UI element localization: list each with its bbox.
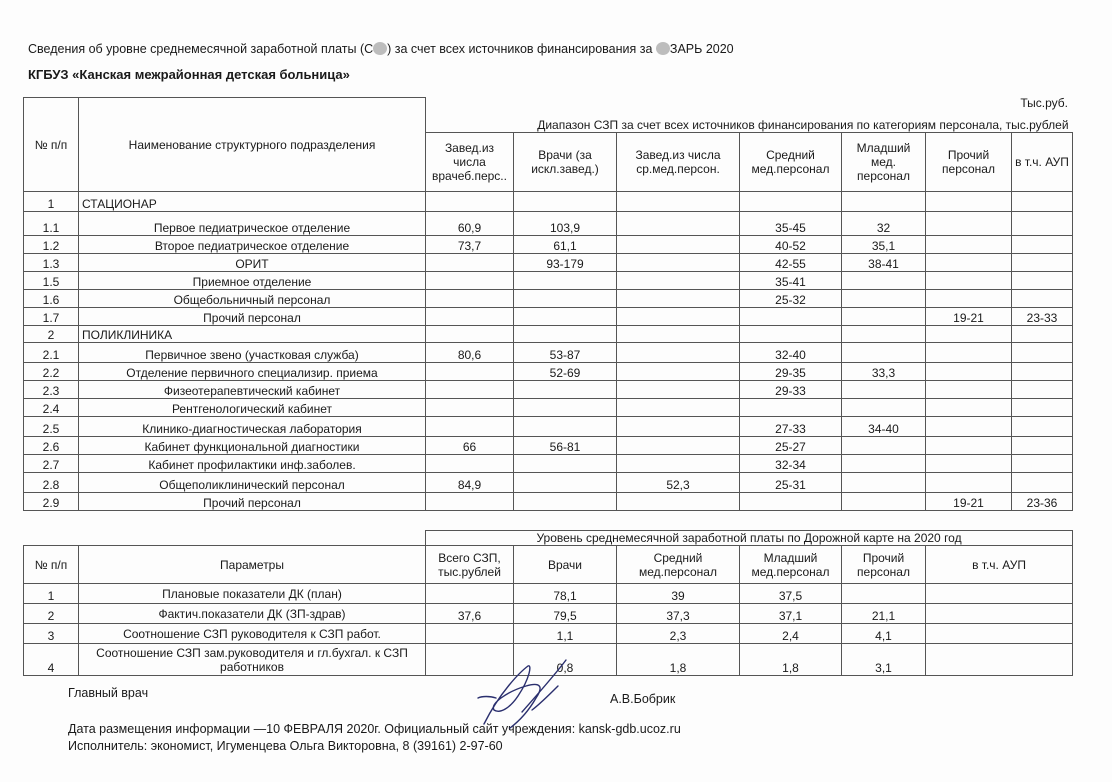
row-number: 2.1 bbox=[24, 343, 79, 363]
value-cell bbox=[1012, 192, 1073, 212]
row-number: 2.4 bbox=[24, 399, 79, 417]
value-cell bbox=[426, 290, 514, 308]
parameter-header: Младший мед.персонал bbox=[740, 546, 842, 584]
value-cell bbox=[842, 473, 926, 493]
value-cell: 37,6 bbox=[426, 604, 514, 624]
value-cell: 32 bbox=[842, 212, 926, 236]
value-cell: 25-32 bbox=[740, 290, 842, 308]
value-cell: 32-40 bbox=[740, 343, 842, 363]
value-cell bbox=[426, 624, 514, 644]
value-cell bbox=[1012, 381, 1073, 399]
value-cell bbox=[926, 644, 1073, 676]
value-cell bbox=[842, 399, 926, 417]
value-cell bbox=[926, 363, 1012, 381]
value-cell bbox=[426, 308, 514, 326]
organization-name: КГБУЗ «Канская межрайонная детская больница» bbox=[28, 67, 350, 82]
col-parameters-header: Параметры bbox=[79, 546, 426, 584]
row-number: 4 bbox=[24, 644, 79, 676]
value-cell: 103,9 bbox=[514, 212, 617, 236]
value-cell bbox=[740, 493, 842, 511]
executor-line: Исполнитель: экономист, Игуменцева Ольга Викторовна, 8 (39161) 2-97-60 bbox=[68, 739, 503, 753]
row-number: 2 bbox=[24, 326, 79, 343]
department-name: Клинико-диагностическая лаборатория bbox=[79, 417, 426, 437]
value-cell bbox=[514, 272, 617, 290]
value-cell bbox=[514, 473, 617, 493]
value-cell bbox=[1012, 326, 1073, 343]
value-cell bbox=[926, 236, 1012, 254]
table-row bbox=[24, 381, 1073, 399]
value-cell bbox=[842, 272, 926, 290]
value-cell: 25-27 bbox=[740, 437, 842, 455]
table-row bbox=[24, 455, 1073, 473]
value-cell bbox=[514, 290, 617, 308]
value-cell: 84,9 bbox=[426, 473, 514, 493]
parameter-header: в т.ч. АУП bbox=[926, 546, 1073, 584]
value-cell bbox=[1012, 417, 1073, 437]
department-name: Прочий персонал bbox=[79, 493, 426, 511]
value-cell: 0,8 bbox=[514, 644, 617, 676]
value-cell bbox=[426, 326, 514, 343]
roadmap-title: Уровень среднемесячной заработной платы по Дорожной карте на 2020 год bbox=[426, 531, 1073, 546]
value-cell bbox=[1012, 272, 1073, 290]
value-cell bbox=[1012, 212, 1073, 236]
row-number: 2.9 bbox=[24, 493, 79, 511]
table-row bbox=[24, 343, 1073, 363]
value-cell: 25-31 bbox=[740, 473, 842, 493]
category-header: в т.ч. АУП bbox=[1012, 133, 1073, 192]
value-cell: 29-33 bbox=[740, 381, 842, 399]
table-row bbox=[24, 363, 1073, 381]
value-cell bbox=[740, 399, 842, 417]
department-name: Общебольничный персонал bbox=[79, 290, 426, 308]
parameter-name: Соотношение СЗП зам.руководителя и гл.бухгал. к СЗП работников bbox=[79, 644, 426, 676]
parameter-header: Средний мед.персонал bbox=[617, 546, 740, 584]
value-cell bbox=[926, 455, 1012, 473]
row-number: 1.6 bbox=[24, 290, 79, 308]
value-cell bbox=[926, 212, 1012, 236]
value-cell bbox=[617, 381, 740, 399]
value-cell bbox=[842, 308, 926, 326]
row-number: 2.2 bbox=[24, 363, 79, 381]
department-name: Кабинет функциональной диагностики bbox=[79, 437, 426, 455]
value-cell bbox=[617, 343, 740, 363]
row-number: 2.3 bbox=[24, 381, 79, 399]
value-cell bbox=[926, 624, 1073, 644]
salary-range-table bbox=[23, 97, 1073, 511]
value-cell bbox=[426, 584, 514, 604]
value-cell: 79,5 bbox=[514, 604, 617, 624]
department-name: Прочий персонал bbox=[79, 308, 426, 326]
value-cell bbox=[1012, 399, 1073, 417]
value-cell bbox=[926, 290, 1012, 308]
value-cell bbox=[617, 236, 740, 254]
signature-icon bbox=[470, 652, 590, 742]
row-number: 1.3 bbox=[24, 254, 79, 272]
value-cell: 42-55 bbox=[740, 254, 842, 272]
value-cell bbox=[514, 308, 617, 326]
row-number: 2.8 bbox=[24, 473, 79, 493]
value-cell: 53-87 bbox=[514, 343, 617, 363]
value-cell bbox=[617, 290, 740, 308]
value-cell bbox=[426, 399, 514, 417]
value-cell bbox=[842, 584, 926, 604]
value-cell bbox=[514, 192, 617, 212]
value-cell bbox=[926, 343, 1012, 363]
value-cell bbox=[926, 584, 1073, 604]
value-cell bbox=[926, 437, 1012, 455]
value-cell bbox=[1012, 473, 1073, 493]
value-cell bbox=[740, 192, 842, 212]
table-row bbox=[24, 272, 1073, 290]
table-row bbox=[24, 493, 1073, 511]
value-cell: 61,1 bbox=[514, 236, 617, 254]
category-header: Младший мед. персонал bbox=[842, 133, 926, 192]
value-cell: 21,1 bbox=[842, 604, 926, 624]
department-name: Кабинет профилактики инф.заболев. bbox=[79, 455, 426, 473]
table-row bbox=[24, 192, 1073, 212]
value-cell bbox=[1012, 290, 1073, 308]
value-cell bbox=[617, 272, 740, 290]
value-cell bbox=[1012, 437, 1073, 455]
parameter-header: Прочий персонал bbox=[842, 546, 926, 584]
value-cell bbox=[842, 437, 926, 455]
value-cell: 93-179 bbox=[514, 254, 617, 272]
category-header: Завед.из числа врачеб.перс.. bbox=[426, 133, 514, 192]
parameter-name: Соотношение СЗП руководителя к СЗП работ. bbox=[79, 624, 426, 644]
value-cell: 56-81 bbox=[514, 437, 617, 455]
table-row bbox=[24, 437, 1073, 455]
row-number: 2.6 bbox=[24, 437, 79, 455]
chief-doctor-name: А.В.Бобрик bbox=[610, 692, 676, 706]
value-cell bbox=[514, 399, 617, 417]
value-cell bbox=[842, 290, 926, 308]
value-cell: 37,3 bbox=[617, 604, 740, 624]
value-cell bbox=[926, 399, 1012, 417]
value-cell: 1,8 bbox=[740, 644, 842, 676]
row-number: 1 bbox=[24, 584, 79, 604]
table-row bbox=[24, 212, 1073, 236]
value-cell bbox=[514, 326, 617, 343]
value-cell bbox=[1012, 455, 1073, 473]
value-cell: 23-33 bbox=[1012, 308, 1073, 326]
publication-date-line: Дата размещения информации —10 ФЕВРАЛЯ 2020г. Официальный сайт учреждения: kansk-gdb.ucoz.ru bbox=[68, 722, 681, 736]
value-cell bbox=[740, 326, 842, 343]
redaction-mark bbox=[373, 42, 387, 55]
value-cell: 2,3 bbox=[617, 624, 740, 644]
value-cell bbox=[842, 493, 926, 511]
value-cell: 2,4 bbox=[740, 624, 842, 644]
table-row bbox=[24, 584, 1073, 604]
value-cell bbox=[1012, 254, 1073, 272]
col-department-header: Наименование структурного подразделения bbox=[79, 98, 426, 192]
value-cell bbox=[842, 192, 926, 212]
value-cell bbox=[617, 212, 740, 236]
row-number: 1.2 bbox=[24, 236, 79, 254]
value-cell: 29-35 bbox=[740, 363, 842, 381]
department-name: Общеполиклинический персонал bbox=[79, 473, 426, 493]
value-cell: 66 bbox=[426, 437, 514, 455]
value-cell bbox=[1012, 343, 1073, 363]
table-row bbox=[24, 624, 1073, 644]
table-row bbox=[24, 290, 1073, 308]
range-title: Диапазон СЗП за счет всех источников финансирования по категориям персонала, тыс.рублей bbox=[426, 98, 1073, 133]
value-cell bbox=[426, 455, 514, 473]
row-number: 1 bbox=[24, 192, 79, 212]
department-name: Физеотерапевтический кабинет bbox=[79, 381, 426, 399]
table-row bbox=[24, 326, 1073, 343]
value-cell bbox=[1012, 236, 1073, 254]
value-cell: 78,1 bbox=[514, 584, 617, 604]
row-number: 2.7 bbox=[24, 455, 79, 473]
value-cell: 33,3 bbox=[842, 363, 926, 381]
value-cell bbox=[926, 604, 1073, 624]
row-number: 1.5 bbox=[24, 272, 79, 290]
value-cell bbox=[926, 473, 1012, 493]
parameter-name: Плановые показатели ДК (план) bbox=[79, 584, 426, 604]
value-cell bbox=[426, 272, 514, 290]
table-row bbox=[24, 417, 1073, 437]
value-cell: 19-21 bbox=[926, 308, 1012, 326]
chief-doctor-label: Главный врач bbox=[68, 686, 149, 700]
category-header: Врачи (за искл.завед.) bbox=[514, 133, 617, 192]
department-name: Первое педиатрическое отделение bbox=[79, 212, 426, 236]
value-cell: 27-33 bbox=[740, 417, 842, 437]
value-cell: 37,5 bbox=[740, 584, 842, 604]
value-cell bbox=[426, 192, 514, 212]
table-row bbox=[24, 254, 1073, 272]
value-cell bbox=[926, 326, 1012, 343]
category-header: Завед.из числа ср.мед.персон. bbox=[617, 133, 740, 192]
value-cell bbox=[426, 417, 514, 437]
value-cell: 60,9 bbox=[426, 212, 514, 236]
category-header: Прочий персонал bbox=[926, 133, 1012, 192]
value-cell: 34-40 bbox=[842, 417, 926, 437]
value-cell: 23-36 bbox=[1012, 493, 1073, 511]
value-cell bbox=[740, 308, 842, 326]
parameter-name: Фактич.показатели ДК (ЗП-здрав) bbox=[79, 604, 426, 624]
report-title bbox=[28, 42, 734, 56]
row-number: 1.7 bbox=[24, 308, 79, 326]
value-cell bbox=[842, 343, 926, 363]
col-number-header: № п/п bbox=[24, 546, 79, 584]
value-cell bbox=[617, 326, 740, 343]
value-cell bbox=[926, 192, 1012, 212]
value-cell: 37,1 bbox=[740, 604, 842, 624]
value-cell: 1,1 bbox=[514, 624, 617, 644]
value-cell bbox=[842, 455, 926, 473]
redaction-mark bbox=[656, 42, 670, 55]
value-cell bbox=[926, 254, 1012, 272]
value-cell: 80,6 bbox=[426, 343, 514, 363]
value-cell bbox=[842, 381, 926, 399]
value-cell: 40-52 bbox=[740, 236, 842, 254]
value-cell bbox=[617, 254, 740, 272]
value-cell: 4,1 bbox=[842, 624, 926, 644]
value-cell bbox=[426, 381, 514, 399]
value-cell bbox=[842, 326, 926, 343]
value-cell bbox=[617, 399, 740, 417]
table-row bbox=[24, 473, 1073, 493]
title-part-3: ЗАРЬ 2020 bbox=[669, 42, 734, 56]
value-cell bbox=[617, 493, 740, 511]
table-row bbox=[24, 604, 1073, 624]
value-cell bbox=[426, 254, 514, 272]
units-label: Тыс.руб. bbox=[1020, 96, 1068, 110]
value-cell bbox=[514, 417, 617, 437]
title-part-1: Сведения об уровне среднемесячной заработной платы (С bbox=[28, 42, 374, 56]
department-name: Рентгенологический кабинет bbox=[79, 399, 426, 417]
value-cell: 52-69 bbox=[514, 363, 617, 381]
department-name: Приемное отделение bbox=[79, 272, 426, 290]
table-row bbox=[24, 236, 1073, 254]
value-cell bbox=[617, 455, 740, 473]
department-name: ОРИТ bbox=[79, 254, 426, 272]
value-cell: 19-21 bbox=[926, 493, 1012, 511]
value-cell: 32-34 bbox=[740, 455, 842, 473]
value-cell: 38-41 bbox=[842, 254, 926, 272]
title-part-2: ) за счет всех источников финансирования за bbox=[387, 42, 653, 56]
row-number: 3 bbox=[24, 624, 79, 644]
value-cell bbox=[617, 417, 740, 437]
value-cell bbox=[617, 308, 740, 326]
value-cell bbox=[926, 272, 1012, 290]
department-name: Первичное звено (участковая служба) bbox=[79, 343, 426, 363]
value-cell bbox=[514, 455, 617, 473]
parameter-header: Всего СЗП, тыс.рублей bbox=[426, 546, 514, 584]
value-cell: 35-41 bbox=[740, 272, 842, 290]
parameter-header: Врачи bbox=[514, 546, 617, 584]
row-number: 2 bbox=[24, 604, 79, 624]
value-cell bbox=[426, 363, 514, 381]
row-number: 2.5 bbox=[24, 417, 79, 437]
value-cell: 35,1 bbox=[842, 236, 926, 254]
value-cell bbox=[426, 493, 514, 511]
table-row bbox=[24, 399, 1073, 417]
value-cell bbox=[514, 493, 617, 511]
department-name: Отделение первичного специализир. приема bbox=[79, 363, 426, 381]
department-name: Второе педиатрическое отделение bbox=[79, 236, 426, 254]
value-cell: 39 bbox=[617, 584, 740, 604]
table-row bbox=[24, 308, 1073, 326]
section-title: СТАЦИОНАР bbox=[79, 192, 426, 212]
value-cell bbox=[617, 437, 740, 455]
section-title: ПОЛИКЛИНИКА bbox=[79, 326, 426, 343]
value-cell: 73,7 bbox=[426, 236, 514, 254]
category-header: Средний мед.персонал bbox=[740, 133, 842, 192]
value-cell: 3,1 bbox=[842, 644, 926, 676]
value-cell bbox=[617, 363, 740, 381]
value-cell bbox=[926, 417, 1012, 437]
value-cell bbox=[617, 192, 740, 212]
value-cell: 35-45 bbox=[740, 212, 842, 236]
value-cell bbox=[514, 381, 617, 399]
value-cell bbox=[926, 381, 1012, 399]
row-number: 1.1 bbox=[24, 212, 79, 236]
col-number-header: № п/п bbox=[24, 98, 79, 192]
value-cell: 52,3 bbox=[617, 473, 740, 493]
value-cell: 1,8 bbox=[617, 644, 740, 676]
value-cell bbox=[1012, 363, 1073, 381]
